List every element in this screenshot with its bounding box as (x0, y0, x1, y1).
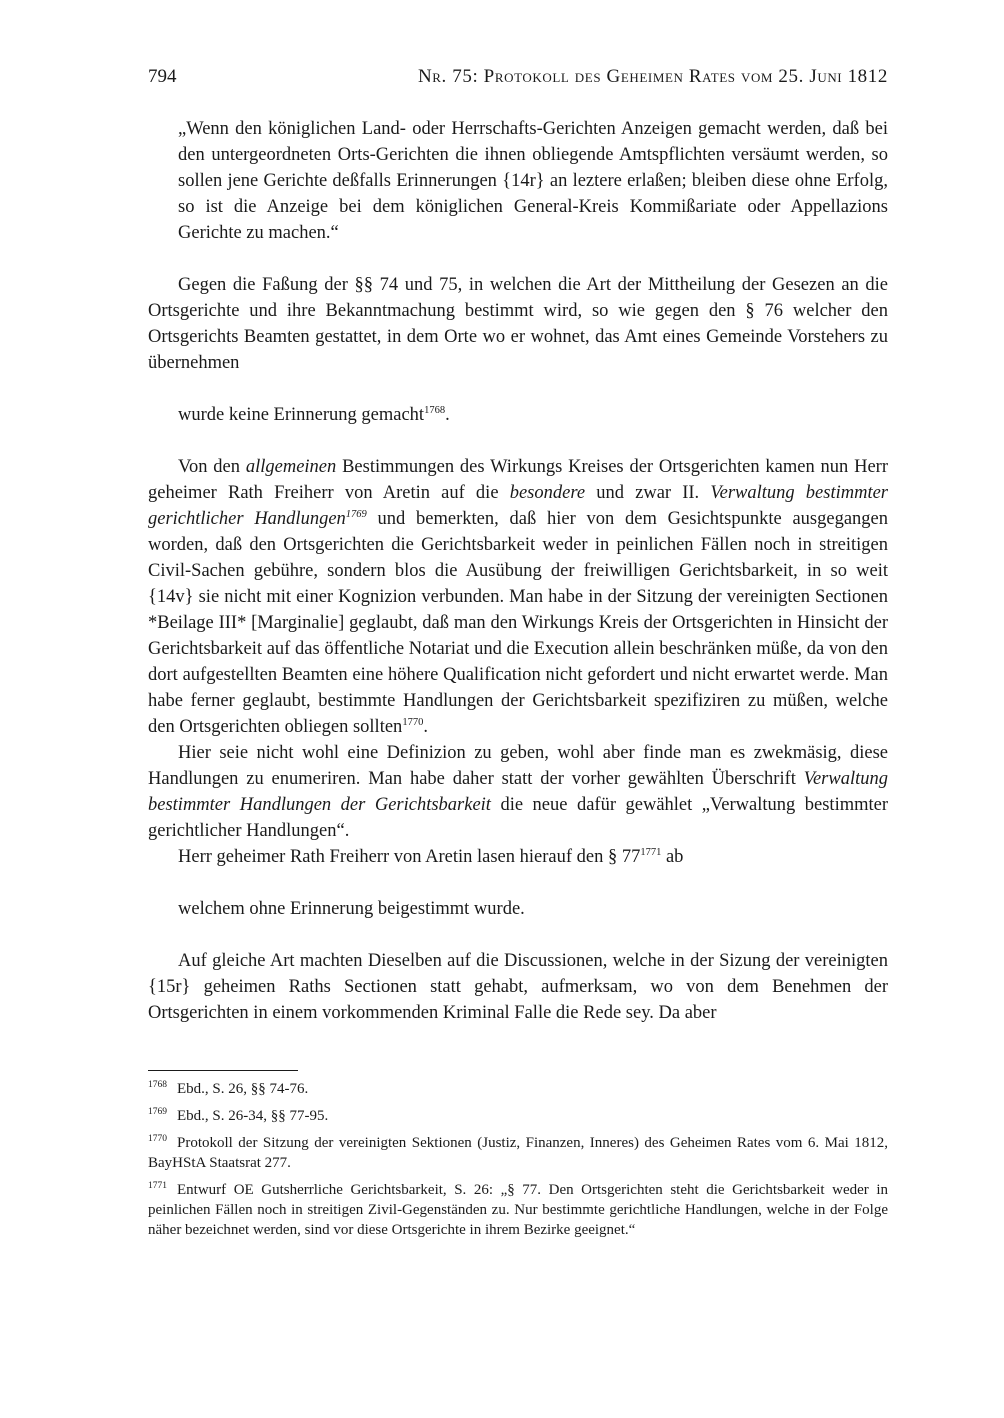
footnotes (148, 1079, 888, 1247)
footnote-number: 1769 (148, 1107, 167, 1117)
footnote (148, 1133, 888, 1173)
paragraph-text: . (445, 405, 450, 425)
footnote-text: Protokoll der Sitzung der vereinigten Sektionen (Justiz, Finanzen, Inneres) des Geheimen Rates vom 6. Mai 1812, BayHStA Staatsrat 277. (148, 1135, 888, 1171)
emphasis-text: Verwaltung bestimmter gerichtlicher Handlungen (148, 483, 889, 529)
main-text (148, 116, 888, 1026)
footnote-number: 1768 (148, 1080, 167, 1090)
footnote-ref[interactable]: 1769 (345, 508, 367, 520)
paragraph: Gegen die Faßung der §§ 74 und 75, in welchen die Art der Mittheilung der Gesezen an die Ortsgerichte und ihre Bekanntmachung bestimmt wird, so wie gegen den § 76 welcher den Ortsgerichts Beamten gestattet, in dem Orte wo er wohnet, das Amt eines Gemeinde Vorstehers zu übernehmen (148, 275, 888, 373)
footnote (148, 1079, 888, 1099)
footnote-ref[interactable]: 1771 (640, 846, 662, 858)
footnote-text: Entwurf OE Gutsherrliche Gerichtsbarkeit, S. 26: „§ 77. Den Ortsgerichten steht die Gerichtsbarkeit weder in peinlichen Fällen noch in streitigen Zivil-Gegenständen zu. Nur bestimmte gerichtliche Handlungen, welche in der Folge näher bezeichnet werden, sind vor diese Ortsgerichte in ihrem Bezirke geeignet.“ (148, 1182, 888, 1238)
footnote (148, 1106, 888, 1126)
footnote-ref[interactable]: 1770 (402, 716, 424, 728)
footnote-number: 1771 (148, 1181, 167, 1191)
paragraph-text: die neue dafür gewählet „Verwaltung bestimmter gerichtlicher Handlungen“. (148, 795, 888, 841)
footnote-divider (148, 1070, 298, 1071)
footnote-ref[interactable]: 1768 (424, 404, 446, 416)
emphasis: Verwaltung bestimmter Handlungen der Gerichtsbarkeit (148, 769, 888, 815)
footnote (148, 1180, 888, 1240)
paragraph-text: Bestimmungen des Wirkungs Kreises der Ortsgerichten kamen nun Herr geheimer Rath Freiherr von Aretin auf die (148, 457, 889, 503)
paragraph-text: und zwar II. (585, 483, 711, 503)
paragraph (148, 454, 888, 740)
page-header (148, 66, 888, 88)
paragraph-text: Herr geheimer Rath Freiherr von Aretin lasen hierauf den § 77 (178, 847, 641, 867)
paragraph (148, 844, 888, 870)
page-number: 794 (148, 66, 177, 87)
footnote-text: Ebd., S. 26, §§ 74-76. (177, 1081, 309, 1097)
emphasis: besondere (509, 483, 586, 503)
running-title: Nr. 75: Protokoll des Geheimen Rates vom 25. Juni 1812 (417, 66, 888, 87)
quoted-paragraph: „Wenn den königlichen Land- oder Herrschafts-Gerichten Anzeigen gemacht werden, daß bei den untergeordneten Orts-Gerichten die ihnen obliegende Amtspflichten versäumt werden, so sollen jene Gerichte deßfalls Erinnerungen {14r} an leztere erlaßen; bleiben diese ohne Erfolg, so ist die Anzeige bei dem königlichen General-Kreis Kommißariate oder Appellazions Gerichte zu machen.“ (178, 119, 888, 243)
emphasis: allgemeinen (245, 457, 337, 477)
footnote-text: Ebd., S. 26-34, §§ 77-95. (177, 1108, 329, 1124)
paragraph-text: und bemerkten, daß hier von dem Gesichtspunkte ausgegangen worden, daß den Ortsgerichten die Gerichtsbarkeit weder in peinlichen Fällen noch in streitigen Civil-Sachen gebühre, sondern blos die Ausübung der freiwilligen Gerichtsbarkeit, in so weit {14v} sie nicht mit einer Kognizion verbunden. Man habe in der Sitzung der vereinigten Sectionen *Beilage III* [Marginalie] geglaubt, daß man den Wirkungs Kreis der Ortsgerichten in Hinsicht der Gerichtsbarkeit auf das öffentliche Notariat und die Execution allein beschränken müße, da von den dort aufgestellten Beamten eine höhere Qualification nicht gefordert und nicht erwartet werde. Man habe ferner geglaubt, bestimmte Handlungen der Gerichtsbarkeit spezifiziren zu müßen, welche den Ortsgerichten obliegen sollten (148, 509, 888, 737)
footnote-number: 1770 (148, 1134, 167, 1144)
paragraph-text: Hier seie nicht wohl eine Definizion zu geben, wohl aber finde man es zwekmäsig, diese Handlungen zu enumeriren. Man habe daher statt der vorher gewählten Überschrift (148, 743, 888, 789)
paragraph: Auf gleiche Art machten Dieselben auf die Discussionen, welche in der Sizung der vereinigten {15r} geheimen Raths Sectionen statt gehabt, aufmerksam, wo von dem Benehmen der Ortsgerichten in einem vorkommenden Kriminal Falle die Rede sey. Da aber (148, 951, 888, 1023)
paragraph-text: . (423, 717, 428, 737)
paragraph: welchem ohne Erinnerung beigestimmt wurde. (178, 899, 525, 919)
paragraph-text: wurde keine Erinnerung gemacht (178, 405, 425, 425)
paragraph-text: Von den (178, 457, 246, 477)
paragraph-text: ab (661, 847, 684, 867)
paragraph (148, 402, 888, 428)
paragraph (148, 740, 888, 844)
